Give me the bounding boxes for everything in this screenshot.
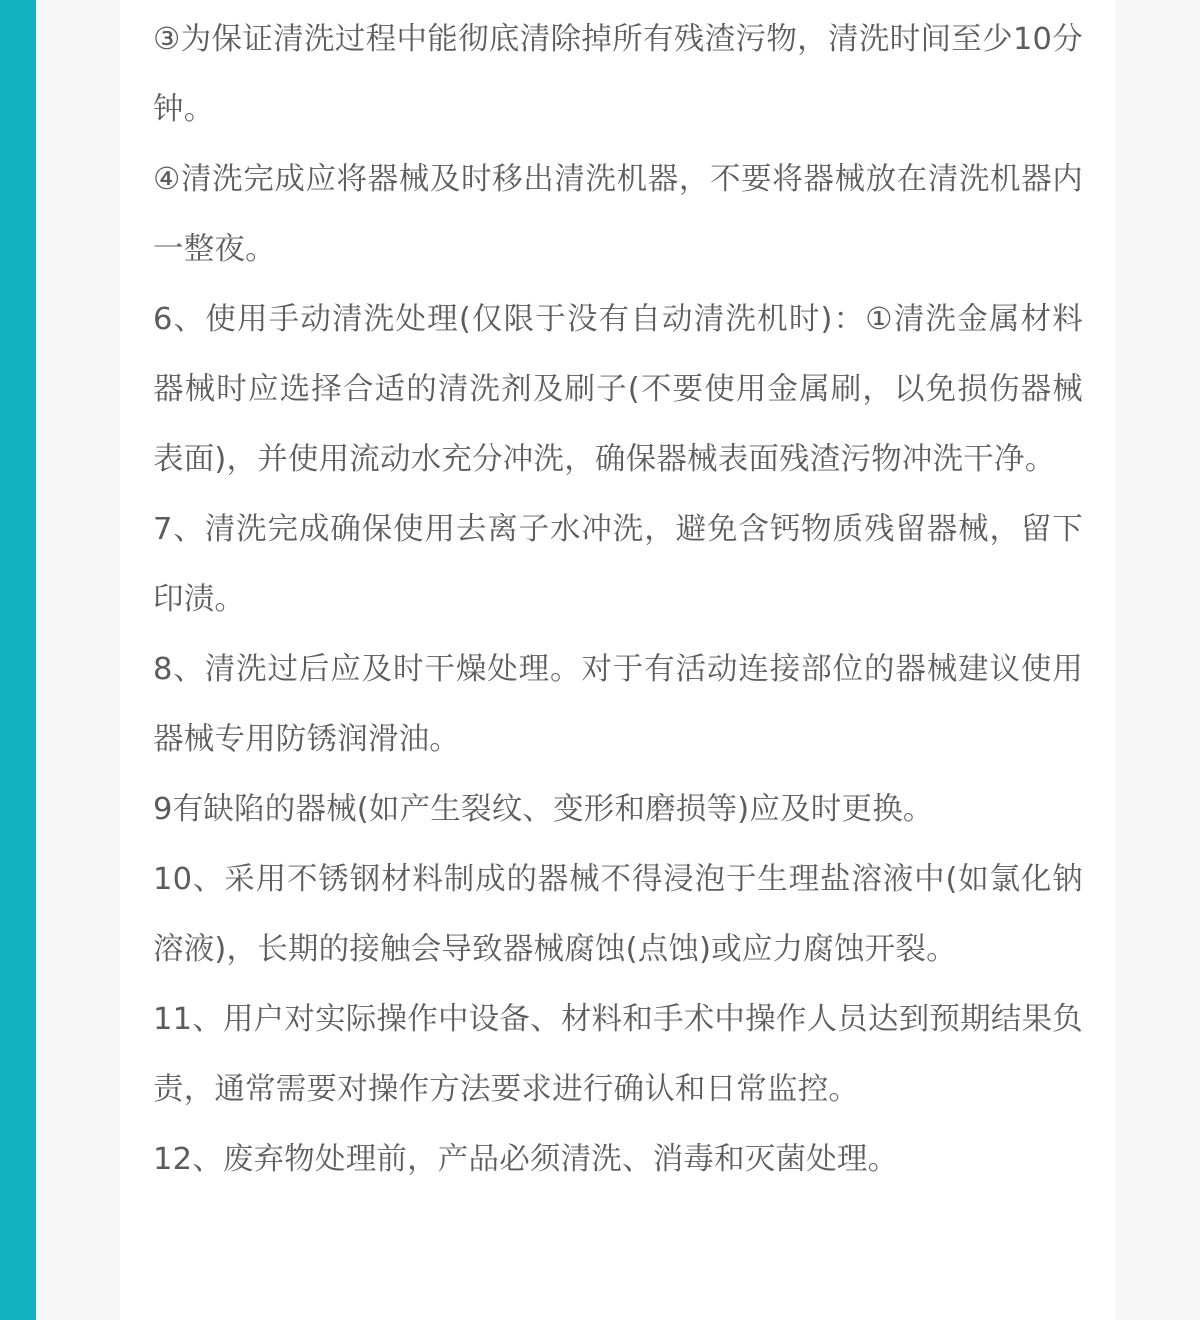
paragraph-user-responsibility: 11、用户对实际操作中设备、材料和手术中操作人员达到预期结果负责，通常需要对操作方法要求进行确认和日常监控。 — [153, 1002, 1083, 1107]
paragraph-remove-from-machine: ④清洗完成应将器械及时移出清洗机器，不要将器械放在清洗机器内一整夜。 — [153, 162, 1083, 267]
paragraph-deionized-rinse: 7、清洗完成确保使用去离子水冲洗，避免含钙物质残留器械，留下印渍。 — [153, 512, 1083, 617]
paragraph-waste-disposal: 12、废弃物处理前，产品必须清洗、消毒和灭菌处理。 — [153, 1142, 899, 1177]
paragraph-cleaning-time: ③为保证清洗过程中能彻底清除掉所有残渣污物，清洗时间至少10分钟。 — [153, 22, 1083, 127]
instructions-text — [153, 5, 1083, 1195]
paragraph-replace-defective: 9有缺陷的器械(如产生裂纹、变形和磨损等)应及时更换。 — [153, 792, 934, 827]
content-card — [120, 0, 1115, 1320]
paragraph-manual-cleaning: 6、使用手动清洗处理(仅限于没有自动清洗机时)：①清洗金属材料器械时应选择合适的清洗剂及刷子(不要使用金属刷，以免损伤器械表面)，并使用流动水充分冲洗，确保器械表面残渣污物冲洗干净。 — [153, 302, 1083, 477]
paragraph-drying-lubrication: 8、清洗过后应及时干燥处理。对于有活动连接部位的器械建议使用器械专用防锈润滑油。 — [153, 652, 1083, 757]
paragraph-no-saline-soaking: 10、采用不锈钢材料制成的器械不得浸泡于生理盐溶液中(如氯化钠溶液)，长期的接触会导致器械腐蚀(点蚀)或应力腐蚀开裂。 — [153, 862, 1083, 967]
accent-sidebar-bar — [0, 0, 36, 1320]
